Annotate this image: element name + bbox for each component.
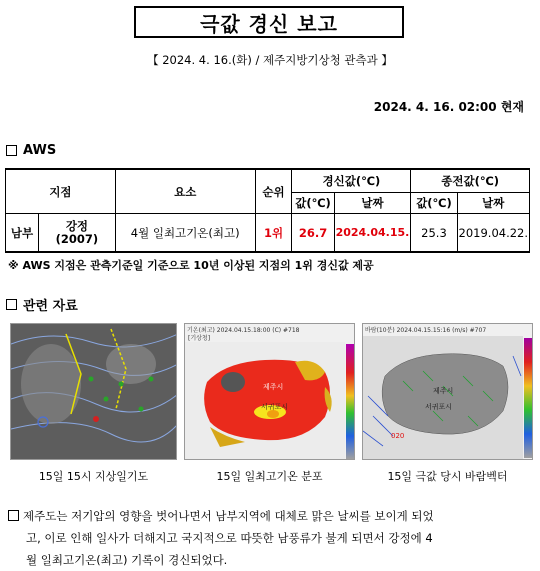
table-row — [6, 214, 530, 253]
surface-weather-chart-image — [10, 323, 177, 460]
caption-surface-chart: 15일 15시 지상일기도 — [38, 470, 149, 483]
wind-map-label-jeju: 제주시 — [433, 387, 454, 395]
checkbox-square-icon — [6, 299, 17, 310]
wind-map-label-seogwipo: 서귀포시 — [425, 403, 453, 411]
new-value-cell: 26.7 — [292, 214, 334, 253]
temp-map-tag: [기상청] — [188, 335, 211, 342]
temp-map-graphic — [185, 342, 355, 460]
region-cell: 남부 — [6, 214, 39, 251]
caption-max-temperature: 15일 일최고기온 분포 — [216, 470, 323, 483]
svg-text:020: 020 — [391, 432, 405, 440]
summary-paragraph — [8, 505, 532, 571]
station-name: 강정 — [65, 218, 89, 233]
checkbox-square-icon — [8, 510, 19, 521]
report-datetime: 2024. 4. 16. 02:00 현재 — [373, 100, 524, 114]
wind-map-header: 바람(10분) 2024.04.15.15:16 (m/s) #707 — [365, 327, 487, 334]
header-prev-date: 날짜 — [457, 193, 529, 214]
caption-wind-vector: 15일 극값 당시 바람벡터 — [387, 470, 508, 483]
surface-chart-graphic — [11, 324, 177, 460]
prev-date-cell: 2019.04.22. — [457, 214, 529, 253]
aws-section-heading — [6, 143, 56, 158]
station-code: (2007) — [55, 231, 99, 246]
related-section-label: 관련 자료 — [23, 299, 78, 314]
temp-map-header: 기온(최고) 2024.04.15.18:00 (C) #718 — [187, 327, 300, 334]
header-station: 지점 — [6, 169, 116, 214]
paragraph-line-3: 월 일최고기온(최고) 기록이 경신되었다. — [26, 553, 228, 567]
header-element: 요소 — [115, 169, 255, 214]
related-section-heading — [6, 295, 78, 314]
wind-map-graphic — [363, 336, 533, 460]
header-prev-value: 종전값(℃) — [411, 169, 530, 193]
checkbox-square-icon — [6, 145, 17, 156]
paragraph-line-1: 제주도는 저기압의 영향을 벗어나면서 남부지역에 대체로 맑은 날씨를 보이게 되었 — [23, 509, 434, 523]
aws-note: ※ AWS 지점은 관측기준일 기준으로 10년 이상된 지점의 1위 경신값 제공 — [8, 259, 374, 272]
rank-cell: 1위 — [255, 214, 292, 253]
aws-records-table — [5, 168, 530, 253]
wind-vector-map-image — [362, 323, 533, 460]
report-title: 극값 경신 보고 — [134, 6, 404, 38]
temp-map-label-seogwipo: 서귀포시 — [261, 403, 289, 411]
header-prev-val: 값(℃) — [411, 193, 457, 214]
header-rank: 순위 — [255, 169, 292, 214]
header-new-date: 날짜 — [334, 193, 411, 214]
element-cell: 4월 일최고기온(최고) — [115, 214, 255, 253]
header-new-val: 값(℃) — [292, 193, 334, 214]
new-date-cell: 2024.04.15. — [334, 214, 411, 253]
temp-map-label-jeju: 제주시 — [263, 383, 284, 391]
report-subtitle: 【 2024. 4. 16.(화) / 제주지방기상청 관측과 】 — [147, 53, 393, 67]
prev-value-cell: 25.3 — [411, 214, 457, 253]
paragraph-line-2: 고, 이로 인해 일사가 더해지고 국지적으로 따뜻한 남풍류가 불게 되면서 강정에 4 — [26, 531, 433, 545]
max-temperature-map-image — [184, 323, 355, 460]
aws-section-label: AWS — [23, 143, 57, 158]
header-new-value: 경신값(℃) — [292, 169, 411, 193]
